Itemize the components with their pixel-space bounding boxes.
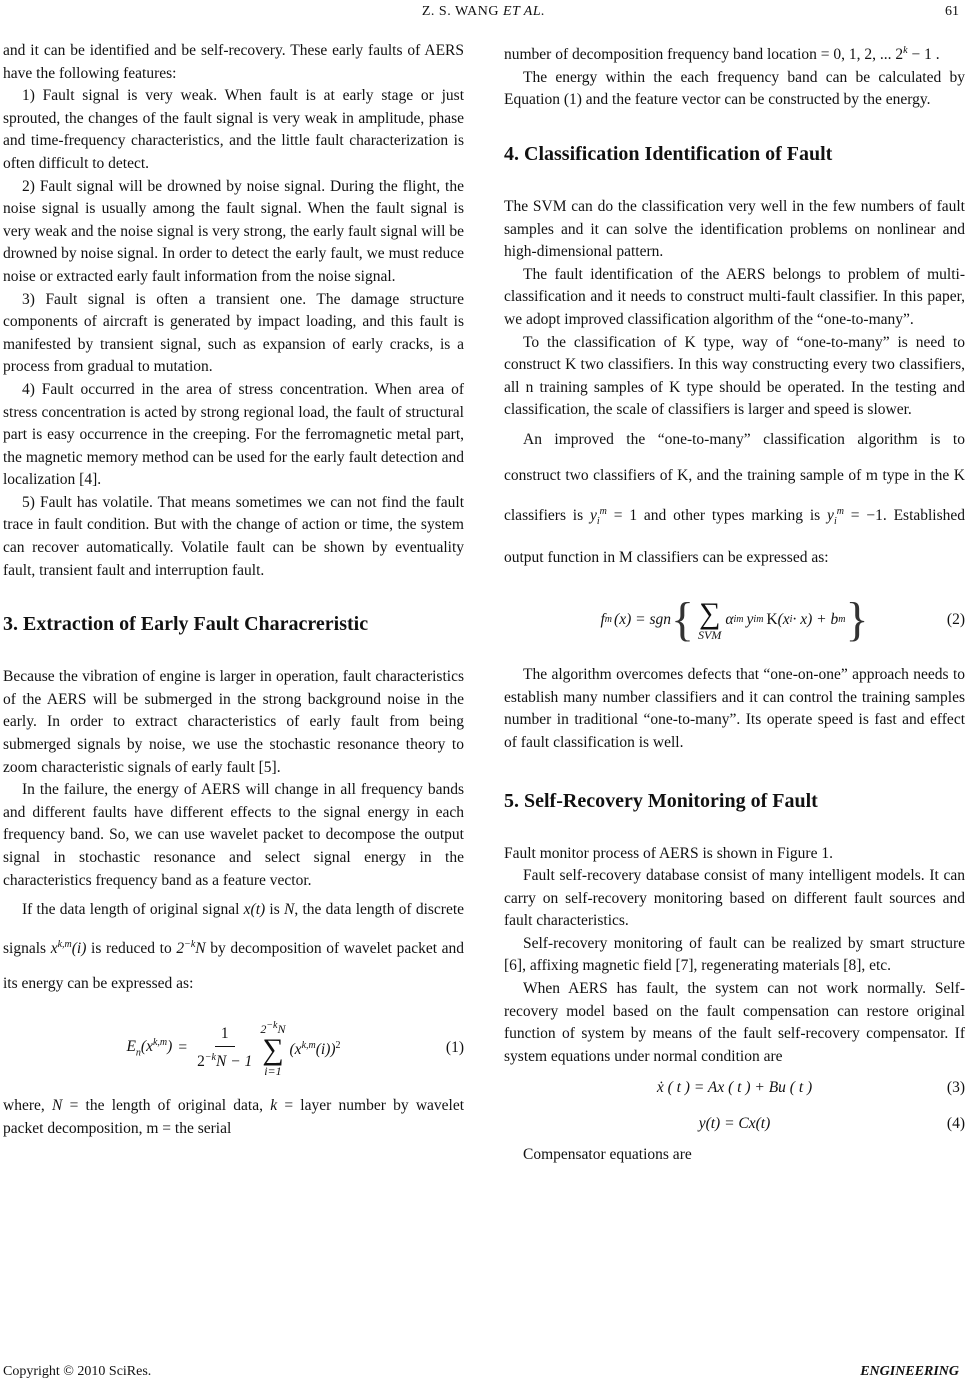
paragraph-feature-5: 5) Fault has volatile. That means sometimes we can not find the fault trace in fault condition. But with the change of action or time, the system can recover automatically. Volatile fault can be shown by eventuality fault, transient fault and interruption fault. xyxy=(3,493,464,579)
math-superscript: m xyxy=(836,505,844,517)
paragraph-feature-4: 4) Fault occurred in the area of stress concentration. When area of stress concentration is acted by strong regional load, the fault of structural part is easy occurrence in the creeping. For the ferromagnetic metal part, the magnetic memory method can be used for the early fault detection and localization [4]. xyxy=(3,380,464,489)
math-argument: · x) + b xyxy=(792,610,839,628)
eq3-body: ẋ ( t ) = Ax ( t ) + Bu ( t ) xyxy=(656,1079,813,1097)
math-value: = −1 xyxy=(843,507,883,525)
math-argument: (i)) xyxy=(315,1041,336,1059)
eq1-equals: = xyxy=(178,1039,188,1057)
paragraph-intro: and it can be identified and be self-recovery. These early faults of AERS have the following features: xyxy=(3,42,464,82)
paragraph-band-location xyxy=(504,40,965,67)
math-superscript: k,m xyxy=(57,939,72,951)
math-N: N xyxy=(284,901,295,919)
page-footer xyxy=(0,1364,967,1384)
math-argument: ) xyxy=(167,1038,173,1056)
eq1-fraction xyxy=(197,1023,252,1073)
text-fragment: and other types marking is xyxy=(643,507,821,525)
math-symbol: x xyxy=(50,940,58,958)
math-symbol: N xyxy=(195,940,206,958)
paragraph-database: Fault self-recovery database consist of many intelligent models. It can carry on self-recovery monitoring based on different fault sources and fault characteristics. xyxy=(504,867,965,930)
text-fragment: If the data length of original signal xyxy=(22,901,240,919)
math-base: 2 xyxy=(197,1052,205,1070)
section-5-heading: 5. Self-Recovery Monitoring of Fault xyxy=(504,789,818,812)
equation-number-3: (3) xyxy=(946,1079,965,1097)
math-superscript: −k xyxy=(204,1051,216,1063)
math-symbol: y xyxy=(827,507,834,525)
math-subscript: i xyxy=(733,613,737,625)
math-alpha: α xyxy=(725,610,734,628)
math-symbol: y xyxy=(590,507,597,525)
math-exponent: 2 xyxy=(335,1039,341,1051)
math-symbol: y xyxy=(746,610,754,628)
math-superscript: m xyxy=(756,613,764,625)
running-title xyxy=(0,4,967,20)
math-subscript: i xyxy=(596,516,600,528)
eq2-left-brace: { xyxy=(670,593,695,647)
math-superscript: k xyxy=(903,45,908,56)
copyright: Copyright © 2010 SciRes. xyxy=(3,1364,152,1379)
math-2k xyxy=(895,46,907,63)
eq2-sum-lower: SVM xyxy=(698,628,722,643)
eq1-sigma: ∑ xyxy=(262,1032,284,1066)
math-symbol: N xyxy=(277,1021,286,1036)
math-superscript: k,m xyxy=(301,1039,316,1051)
eq1-summation xyxy=(260,1020,285,1077)
text-fragment: = the length of original data, xyxy=(69,1097,263,1115)
math-subscript: n xyxy=(135,1047,141,1059)
section-3-heading: 3. Extraction of Early Fault Characreristic xyxy=(3,613,369,636)
paragraph-multi-classification: The fault identification of the AERS belongs to problem of multi-classification and it needs to construct multi-fault classifier. In this paper, we adopt improved classification algorithm of the “one-to-many”. xyxy=(504,265,965,328)
paragraph-wavelet-packet: In the failure, the energy of AERS will change in all frequency bands and different faults have different effects to the signal energy in each frequency band. So, we can use wavelet packet to decompose the output signal in stochastic resonance and select signal energy in the characteristics frequency band as a feature vector. xyxy=(3,781,464,889)
eq2-right-brace: } xyxy=(845,593,869,647)
text-fragment: − 1 . xyxy=(911,46,940,64)
paragraph-smart-structure: Self-recovery monitoring of fault can be realized by smart structure [6], affixing magnetic field [7], regenerating materials [8], etc. xyxy=(504,934,965,975)
math-argument: (x xyxy=(140,1038,153,1056)
eq1-denominator xyxy=(197,1047,252,1074)
math-base: 2 xyxy=(176,940,185,958)
header-authors: Z. S. WANG xyxy=(421,4,499,19)
paragraph-compensator: Compensator equations are xyxy=(523,1146,692,1164)
text-fragment: , the data length of discrete signals xyxy=(3,901,465,958)
right-column xyxy=(504,40,965,1167)
header-etal: ET AL. xyxy=(502,4,546,19)
equation-4 xyxy=(504,1108,965,1140)
eq1-lhs xyxy=(126,1032,172,1065)
eq2-sigma: ∑ xyxy=(699,597,721,631)
text-fragment: . Established output function in M classifiers can be expressed as: xyxy=(504,507,966,567)
math-symbol: E xyxy=(126,1038,136,1056)
eq4-body: y(t) = Cx(t) xyxy=(698,1115,771,1133)
equation-number-1: (1) xyxy=(445,1039,464,1057)
text-fragment: by decomposition of wavelet packet and its energy can be expressed as: xyxy=(3,940,465,993)
math-rest: N − 1 xyxy=(216,1052,253,1070)
eq1-numerator: 1 xyxy=(215,1023,235,1047)
eq2-summation xyxy=(698,599,721,641)
math-superscript: m xyxy=(838,613,846,625)
math-value: = 1 xyxy=(606,507,638,525)
text-fragment: An improved the “one-to-many” classification algorithm is to construct two classifiers of K, and the training sample of m type in the K classifiers is xyxy=(504,430,965,525)
math-N: N xyxy=(51,1097,63,1115)
math-subscript: i xyxy=(833,516,837,528)
text-fragment: = layer number by wavelet packet decomposition, m = the serial xyxy=(3,1097,465,1137)
math-superscript: −k xyxy=(266,1019,278,1031)
math-superscript: −k xyxy=(184,939,196,951)
math-2k-N xyxy=(176,940,205,957)
math-base: 2 xyxy=(260,1021,267,1036)
equation-1 xyxy=(3,1005,464,1091)
math-y-im-1 xyxy=(590,505,638,528)
math-superscript: m xyxy=(736,613,744,625)
equation-number-2: (2) xyxy=(946,610,965,628)
math-argument: (i) xyxy=(71,940,87,958)
math-x-km-i xyxy=(51,940,87,957)
math-superscript: m xyxy=(599,505,607,517)
paragraph-algorithm-overcomes: The algorithm overcomes defects that “one-on-one” approach needs to establish many number classifiers and it can control the training samples number in traditional “one-to-many”. Its operate speed is fast and effect of fault classification is well. xyxy=(504,666,965,751)
paragraph-energy: The energy within the each frequency band can be calculated by Equation (1) and the feature vector can be constructed by the energy. xyxy=(504,68,965,109)
text-fragment: where, xyxy=(3,1097,45,1115)
text-fragment: number of decomposition frequency band location = 0, 1, 2, ... xyxy=(504,46,892,64)
page-header xyxy=(0,4,967,26)
page-number: 61 xyxy=(945,4,959,19)
math-superscript: m xyxy=(604,613,613,625)
paragraph-feature-1: 1) Fault signal is very weak. When fault is at early stage or just sprouted, the changes of the fault signal is very weak in amplitude, phase and time-frequency characteristics, and the little fault characterization is often difficult to detect. xyxy=(3,87,464,172)
paragraph-k-type: To the classification of K type, way of “one-to-many” is need to construct K two classifiers. In this way constructing every two classifiers, all n training samples of K type should be operated. In the testing and classification, the scale of classifiers is larger and speed is slower. xyxy=(504,333,965,419)
eq1-sum-lower: i=1 xyxy=(264,1063,282,1078)
eq1-term xyxy=(290,1035,341,1062)
math-argument: (x xyxy=(289,1041,302,1059)
paragraph-compensation: When AERS has fault, the system can not work normally. Self-recovery model based on the fault compensation can restore original function of system by means of the fault self-recovery compensator. If system equations under normal condition are xyxy=(504,980,965,1065)
paragraph-data-length xyxy=(3,892,464,1001)
math-k: k xyxy=(270,1097,278,1115)
math-subscript: i xyxy=(789,613,793,625)
math-y-im-neg1 xyxy=(827,505,883,528)
math-symbol: f xyxy=(600,610,605,628)
equation-2 xyxy=(504,580,965,660)
paragraph-feature-3: 3) Fault signal is often a transient one. The damage structure components of aircraft is generated by impact loading, and this fault is manifested by transient signal, such as expansion of early cracks, is a process from gradual to mutation. xyxy=(3,290,464,376)
left-column xyxy=(3,40,464,1141)
text-fragment: is xyxy=(269,901,280,919)
math-base: 2 xyxy=(895,46,904,64)
math-kernel: K xyxy=(766,610,778,628)
paragraph-where xyxy=(3,1095,464,1140)
equation-3 xyxy=(504,1072,965,1104)
paragraph-stochastic-resonance: Because the vibration of engine is larger in operation, fault characteristics of the AERS will be submerged in the strong background noise in the early. In order to extract characteristics of early fault from being submerged signals by noise, we use the stochastic resonance theory to zoom characteristic signals of early fault [5]. xyxy=(3,668,464,776)
math-subscript: i xyxy=(753,613,757,625)
paragraph-improved-algorithm xyxy=(504,422,965,576)
section-4-heading: 4. Classification Identification of Fault xyxy=(504,142,833,165)
math-argument: (x xyxy=(777,610,790,628)
eq2-sgn: (x) = sgn xyxy=(614,610,671,628)
journal-name: ENGINEERING xyxy=(860,1364,959,1379)
paragraph-fault-monitor: Fault monitor process of AERS is shown in Figure 1. xyxy=(504,844,833,862)
text-fragment: is reduced to xyxy=(91,940,172,958)
equation-number-4: (4) xyxy=(946,1115,965,1133)
paragraph-feature-2: 2) Fault signal will be drowned by noise signal. During the flight, the noise signal is usually among the fault signal. When the fault signal is very weak and the noise signal is very strong, the early fault signal will be drowned by noise signal. In order to detect the early fault, we must reduce noise or extracted early fault information from the noise signal. xyxy=(3,177,464,285)
paragraph-svm: The SVM can do the classification very well in the few numbers of fault samples and it can solve the identification problems on nonlinear and high-dimensional pattern. xyxy=(504,197,965,261)
math-x-t: x(t) xyxy=(243,901,266,919)
math-superscript: k,m xyxy=(152,1036,168,1048)
